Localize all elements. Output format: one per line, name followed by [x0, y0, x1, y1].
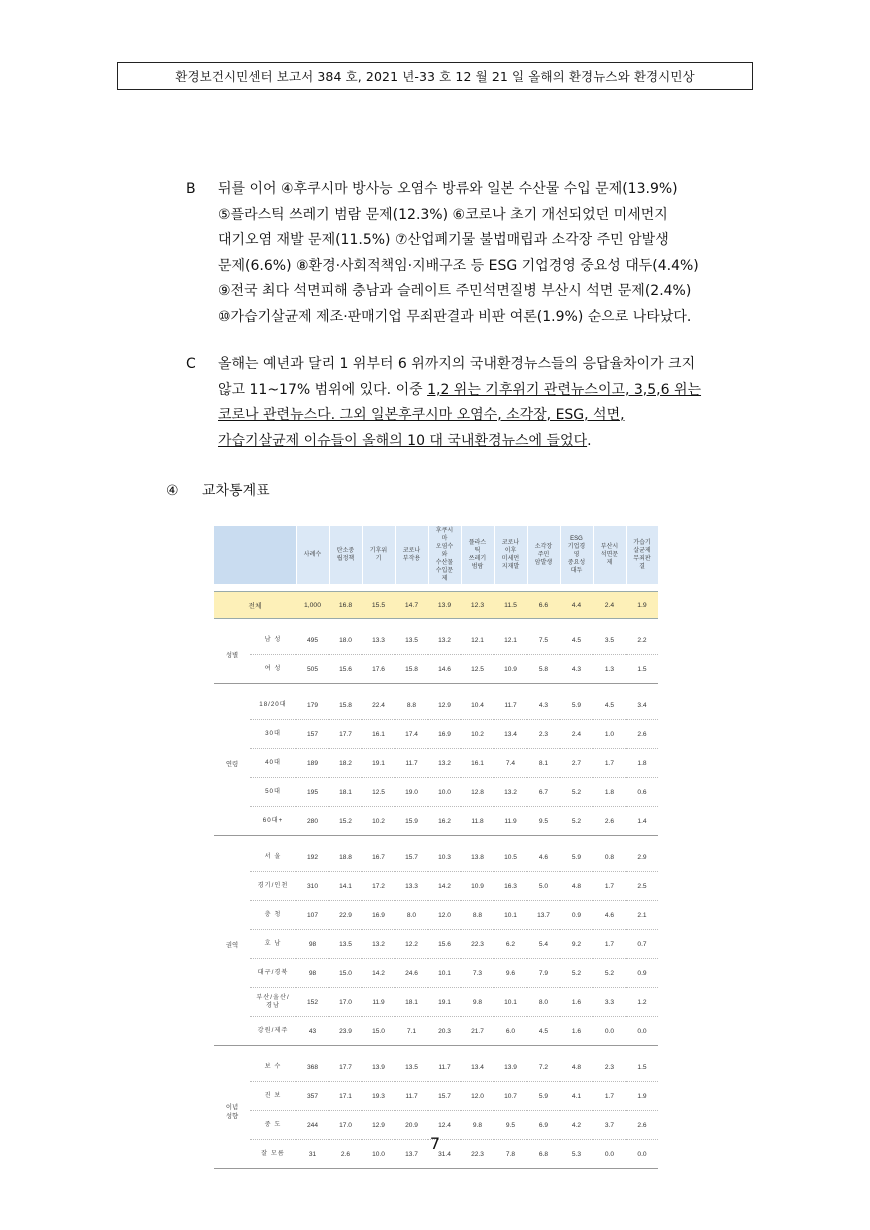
- underlined-text: 가습기살균제 이슈들이 올해의 10 대 국내환경뉴스에 들었다: [218, 432, 588, 449]
- table-cell: 17.2: [362, 872, 395, 901]
- report-header: [117, 62, 753, 90]
- table-cell: 10.2: [362, 807, 395, 836]
- table-row: [214, 691, 658, 720]
- table-cell: 368: [296, 1053, 329, 1082]
- table-cell: 31: [296, 1140, 329, 1169]
- cross-tab-table: [214, 526, 659, 1169]
- group-label: 이념 성향: [214, 1053, 250, 1169]
- table-cell: 14.6: [428, 655, 461, 684]
- table-cell: 2.4: [560, 720, 593, 749]
- table-cell: 495: [296, 626, 329, 655]
- table-cell: 17.4: [395, 720, 428, 749]
- table-cell: 14.2: [362, 959, 395, 988]
- table-cell: 14.2: [428, 872, 461, 901]
- table-cell: 505: [296, 655, 329, 684]
- column-header: 소각장 주민 암발생: [527, 526, 560, 584]
- table-cell: 1.5: [626, 1053, 658, 1082]
- table-cell: 357: [296, 1082, 329, 1111]
- table-cell: 107: [296, 901, 329, 930]
- column-header: 코로나 부작용: [395, 526, 428, 584]
- table-cell: 12.9: [362, 1111, 395, 1140]
- paragraph-line: 올해는 예년과 달리 1 위부터 6 위까지의 국내환경뉴스들의 응답율차이가 크지: [218, 356, 696, 372]
- table-cell: 0.9: [560, 901, 593, 930]
- table-cell: 1.3: [593, 655, 626, 684]
- table-cell: 12.3: [461, 592, 494, 619]
- column-header: ESG 기업경 영 중요성 대두: [560, 526, 593, 584]
- paragraph-marker: B: [186, 181, 196, 197]
- table-cell: 2.6: [593, 807, 626, 836]
- table-cell: 15.2: [329, 807, 362, 836]
- table-cell: 15.8: [395, 655, 428, 684]
- table-cell: 3.3: [593, 988, 626, 1017]
- table-cell: 310: [296, 872, 329, 901]
- table-cell: 157: [296, 720, 329, 749]
- table-cell: 1.2: [626, 988, 658, 1017]
- table-cell: 244: [296, 1111, 329, 1140]
- table-cell: 1.7: [593, 930, 626, 959]
- table-cell: 7.3: [461, 959, 494, 988]
- table-cell: 13.3: [395, 872, 428, 901]
- table-cell: 8.0: [527, 988, 560, 1017]
- table-cell: 3.5: [593, 626, 626, 655]
- table-cell: 1.4: [626, 807, 658, 836]
- table-row: [214, 1017, 658, 1046]
- table-cell: 11.7: [428, 1053, 461, 1082]
- table-cell: 10.1: [494, 901, 527, 930]
- table-cell: 4.3: [527, 691, 560, 720]
- table-cell: 1.6: [560, 1017, 593, 1046]
- table-cell: 20.3: [428, 1017, 461, 1046]
- table-cell: 2.2: [626, 626, 658, 655]
- cross-tab-table-container: [214, 526, 658, 1169]
- table-cell: 6.9: [527, 1111, 560, 1140]
- table-cell: 5.2: [560, 959, 593, 988]
- table-cell: 22.9: [329, 901, 362, 930]
- table-cell: 10.7: [494, 1082, 527, 1111]
- table-cell: 9.6: [494, 959, 527, 988]
- paragraph-line: ⑤플라스틱 쓰레기 범람 문제(12.3%) ⑥코로나 초기 개선되었던 미세먼지: [218, 206, 668, 223]
- table-cell: 12.5: [362, 778, 395, 807]
- table-cell: 13.7: [527, 901, 560, 930]
- table-cell: 16.3: [494, 872, 527, 901]
- table-row: [214, 988, 658, 1017]
- row-label: 여 성: [250, 655, 296, 684]
- table-cell: 5.9: [527, 1082, 560, 1111]
- table-cell: 16.7: [362, 843, 395, 872]
- table-cell: 16.1: [461, 749, 494, 778]
- column-header: 기후위 기: [362, 526, 395, 584]
- table-cell: 13.2: [494, 778, 527, 807]
- table-cell: 12.5: [461, 655, 494, 684]
- table-cell: 10.1: [494, 988, 527, 1017]
- row-label: 강원/제주: [250, 1017, 296, 1046]
- column-header: 부산시 석면문 제: [593, 526, 626, 584]
- table-cell: 21.7: [461, 1017, 494, 1046]
- page-number: 7: [429, 1134, 441, 1153]
- row-label: 부산/울산/ 경남: [250, 988, 296, 1017]
- table-cell: 7.5: [527, 626, 560, 655]
- table-cell: 10.0: [362, 1140, 395, 1169]
- table-row: [214, 720, 658, 749]
- table-cell: 12.4: [428, 1111, 461, 1140]
- table-cell: 2.5: [626, 872, 658, 901]
- table-cell: 2.1: [626, 901, 658, 930]
- paragraph-line: 문제(6.6%) ⑧환경·사회적책임·지배구조 등 ESG 기업경영 중요성 대두(4.4%): [218, 257, 699, 274]
- table-cell: 18.1: [395, 988, 428, 1017]
- table-cell: 15.0: [329, 959, 362, 988]
- table-cell: 1.8: [626, 749, 658, 778]
- table-cell: 12.1: [461, 626, 494, 655]
- table-cell: 13.5: [395, 626, 428, 655]
- group-label: 권역: [214, 843, 250, 1046]
- table-cell: 17.0: [329, 1111, 362, 1140]
- row-label: 60대+: [250, 807, 296, 836]
- table-cell: 11.5: [494, 592, 527, 619]
- table-cell: 18.2: [329, 749, 362, 778]
- table-cell: 11.7: [395, 749, 428, 778]
- table-cell: 1.7: [593, 1082, 626, 1111]
- table-cell: 19.0: [395, 778, 428, 807]
- column-header: 탄소중 립정책: [329, 526, 362, 584]
- table-cell: 0.0: [626, 1017, 658, 1046]
- table-cell: 4.8: [560, 872, 593, 901]
- table-cell: 98: [296, 930, 329, 959]
- table-cell: 5.8: [527, 655, 560, 684]
- table-row: [214, 872, 658, 901]
- table-cell: 192: [296, 843, 329, 872]
- table-cell: 11.9: [494, 807, 527, 836]
- table-cell: 10.2: [461, 720, 494, 749]
- table-row: [214, 778, 658, 807]
- table-row: [214, 1053, 658, 1082]
- table-cell: 4.8: [560, 1053, 593, 1082]
- table-cell: 9.8: [461, 1111, 494, 1140]
- row-label: 전체: [214, 592, 296, 619]
- table-cell: 13.5: [395, 1053, 428, 1082]
- paragraph-line: [218, 378, 766, 404]
- row-label: 보 수: [250, 1053, 296, 1082]
- table-cell: 15.9: [395, 807, 428, 836]
- table-cell: 17.6: [362, 655, 395, 684]
- table-cell: 5.2: [593, 959, 626, 988]
- table-cell: 13.2: [362, 930, 395, 959]
- table-cell: 8.8: [461, 901, 494, 930]
- paragraph-body: [218, 352, 766, 454]
- table-cell: 0.9: [626, 959, 658, 988]
- table-cell: 5.3: [560, 1140, 593, 1169]
- table-cell: 17.7: [329, 720, 362, 749]
- table-cell: 13.2: [428, 749, 461, 778]
- table-cell: 4.6: [527, 843, 560, 872]
- table-cell: 17.0: [329, 988, 362, 1017]
- table-cell: 2.9: [626, 843, 658, 872]
- table-cell: 12.2: [395, 930, 428, 959]
- table-cell: 18.0: [329, 626, 362, 655]
- table-cell: 15.5: [362, 592, 395, 619]
- table-cell: 23.9: [329, 1017, 362, 1046]
- row-label: 잘 모름: [250, 1140, 296, 1169]
- column-header: 사례수: [296, 526, 329, 584]
- row-label: 남 성: [250, 626, 296, 655]
- table-cell: 10.9: [494, 655, 527, 684]
- table-cell: 98: [296, 959, 329, 988]
- row-label: 진 보: [250, 1082, 296, 1111]
- table-cell: 4.5: [560, 626, 593, 655]
- table-cell: 5.2: [560, 807, 593, 836]
- table-cell: 9.5: [527, 807, 560, 836]
- table-cell: 5.2: [560, 778, 593, 807]
- paragraph-line: ⑨전국 최다 석면피해 충남과 슬레이트 주민석면질병 부산시 석면 문제(2.4%): [218, 283, 692, 299]
- table-cell: 13.4: [494, 720, 527, 749]
- row-label: 서 울: [250, 843, 296, 872]
- table-row: [214, 901, 658, 930]
- table-cell: 1.7: [593, 749, 626, 778]
- section-number: ④: [166, 483, 179, 499]
- table-cell: 16.9: [428, 720, 461, 749]
- table-cell: 7.8: [494, 1140, 527, 1169]
- row-label: 중 도: [250, 1111, 296, 1140]
- table-cell: 2.3: [527, 720, 560, 749]
- table-cell: 7.2: [527, 1053, 560, 1082]
- table-cell: 10.4: [461, 691, 494, 720]
- paragraph-line: 대기오염 재발 문제(11.5%) ⑦산업폐기물 불법매립과 소각장 주민 암발생: [218, 232, 669, 248]
- paragraph-line: [218, 403, 766, 429]
- table-cell: 1.6: [560, 988, 593, 1017]
- column-header: 가습기 살균제 무죄판 결: [626, 526, 658, 584]
- table-cell: 1.8: [593, 778, 626, 807]
- table-cell: 0.6: [626, 778, 658, 807]
- table-cell: 16.8: [329, 592, 362, 619]
- table-row: [214, 1082, 658, 1111]
- table-cell: 19.1: [428, 988, 461, 1017]
- table-cell: 195: [296, 778, 329, 807]
- table-cell: 3.4: [626, 691, 658, 720]
- table-cell: 13.5: [329, 930, 362, 959]
- table-cell: 4.5: [527, 1017, 560, 1046]
- table-cell: 17.1: [329, 1082, 362, 1111]
- table-cell: 2.7: [560, 749, 593, 778]
- table-cell: 1.9: [626, 1082, 658, 1111]
- table-cell: 1.7: [593, 872, 626, 901]
- table-cell: 12.1: [494, 626, 527, 655]
- table-cell: 11.9: [362, 988, 395, 1017]
- table-cell: 20.9: [395, 1111, 428, 1140]
- table-cell: 14.1: [329, 872, 362, 901]
- table-cell: 22.3: [461, 930, 494, 959]
- table-cell: 22.4: [362, 691, 395, 720]
- underlined-text: 코로나 관련뉴스다. 그외 일본후쿠시마 오염수, 소각장, ESG, 석면,: [218, 407, 625, 423]
- table-cell: 6.0: [494, 1017, 527, 1046]
- column-header: 코로나 이후 미세먼 지재발: [494, 526, 527, 584]
- table-cell: 5.9: [560, 843, 593, 872]
- table-cell: 19.1: [362, 749, 395, 778]
- text-run: .: [587, 432, 592, 449]
- table-cell: 4.2: [560, 1111, 593, 1140]
- table-cell: 16.2: [428, 807, 461, 836]
- table-cell: 11.8: [461, 807, 494, 836]
- column-header: 후쿠시 마 오염수 와 수산물 수입문 제: [428, 526, 461, 584]
- table-cell: 280: [296, 807, 329, 836]
- table-cell: 15.7: [428, 1082, 461, 1111]
- section-title: 교차통계표: [202, 483, 270, 499]
- table-cell: 15.0: [362, 1017, 395, 1046]
- table-cell: 16.9: [362, 901, 395, 930]
- paragraph-marker: C: [186, 356, 196, 372]
- table-cell: 8.8: [395, 691, 428, 720]
- table-cell: 0.8: [593, 843, 626, 872]
- table-row: [214, 749, 658, 778]
- row-label: 경기/인천: [250, 872, 296, 901]
- table-cell: 31.4: [428, 1140, 461, 1169]
- row-label: 30대: [250, 720, 296, 749]
- table-cell: 4.3: [560, 655, 593, 684]
- table-cell: 10.9: [461, 872, 494, 901]
- group-label: 연령: [214, 691, 250, 836]
- table-cell: 13.9: [428, 592, 461, 619]
- table-cell: 13.7: [395, 1140, 428, 1169]
- table-cell: 10.3: [428, 843, 461, 872]
- table-cell: 0.0: [626, 1140, 658, 1169]
- table-row-total: [214, 592, 658, 619]
- table-cell: 13.2: [428, 626, 461, 655]
- table-cell: 179: [296, 691, 329, 720]
- table-cell: 7.1: [395, 1017, 428, 1046]
- table-cell: 10.0: [428, 778, 461, 807]
- table-row: [214, 930, 658, 959]
- table-cell: 8.0: [395, 901, 428, 930]
- row-label: 18/20대: [250, 691, 296, 720]
- table-cell: 2.6: [626, 720, 658, 749]
- table-cell: 2.6: [626, 1111, 658, 1140]
- table-cell: 17.7: [329, 1053, 362, 1082]
- paragraph-line: ⑩가습기살균제 제조·판매기업 무죄판결과 비판 여론(1.9%) 순으로 나타났다.: [218, 308, 692, 325]
- table-cell: 5.0: [527, 872, 560, 901]
- table-cell: 2.3: [593, 1053, 626, 1082]
- table-cell: 13.8: [461, 843, 494, 872]
- row-label: 40대: [250, 749, 296, 778]
- table-cell: 1.9: [626, 592, 658, 619]
- table-cell: 7.4: [494, 749, 527, 778]
- table-cell: 0.0: [593, 1017, 626, 1046]
- row-label: 50대: [250, 778, 296, 807]
- table-cell: 6.8: [527, 1140, 560, 1169]
- table-cell: 43: [296, 1017, 329, 1046]
- table-cell: 5.9: [560, 691, 593, 720]
- table-cell: 15.8: [329, 691, 362, 720]
- row-label: 충 청: [250, 901, 296, 930]
- table-row: [214, 959, 658, 988]
- table-cell: 7.9: [527, 959, 560, 988]
- table-cell: 13.9: [494, 1053, 527, 1082]
- table-cell: 19.3: [362, 1082, 395, 1111]
- table-cell: 12.9: [428, 691, 461, 720]
- table-cell: 6.2: [494, 930, 527, 959]
- table-cell: 11.7: [395, 1082, 428, 1111]
- table-cell: 2.4: [593, 592, 626, 619]
- table-cell: 9.5: [494, 1111, 527, 1140]
- table-cell: 1,000: [296, 592, 329, 619]
- table-cell: 18.8: [329, 843, 362, 872]
- table-cell: 2.6: [329, 1140, 362, 1169]
- table-cell: 10.5: [494, 843, 527, 872]
- table-cell: 8.1: [527, 749, 560, 778]
- table-cell: 189: [296, 749, 329, 778]
- table-cell: 14.7: [395, 592, 428, 619]
- table-cell: 11.7: [494, 691, 527, 720]
- table-cell: 0.0: [593, 1140, 626, 1169]
- table-cell: 4.6: [593, 901, 626, 930]
- table-cell: 12.8: [461, 778, 494, 807]
- row-label: 대구/경북: [250, 959, 296, 988]
- table-cell: 15.6: [428, 930, 461, 959]
- table-row: [214, 807, 658, 836]
- header-title: 환경보건시민센터 보고서 384 호, 2021 년-33 호 12 월 21 일 올해의 환경뉴스와 환경시민상: [175, 69, 695, 84]
- table-cell: 13.3: [362, 626, 395, 655]
- section-heading: [166, 480, 270, 500]
- table-cell: 4.4: [560, 592, 593, 619]
- table-cell: 13.4: [461, 1053, 494, 1082]
- table-cell: 4.5: [593, 691, 626, 720]
- table-row: [214, 843, 658, 872]
- table-cell: 1.0: [593, 720, 626, 749]
- table-cell: 1.5: [626, 655, 658, 684]
- table-cell: 16.1: [362, 720, 395, 749]
- table-cell: 22.3: [461, 1140, 494, 1169]
- header-blank-cell: [214, 526, 296, 584]
- text-run: 않고 11~17% 범위에 있다. 이중: [218, 381, 428, 398]
- paragraph-line: [218, 429, 766, 455]
- table-row: [214, 626, 658, 655]
- paragraph-line: 뒤를 이어 ④후쿠시마 방사능 오염수 방류와 일본 수산물 수입 문제(13.9%): [218, 181, 678, 197]
- group-label: 성별: [214, 626, 250, 684]
- table-row: [214, 655, 658, 684]
- table-cell: 9.2: [560, 930, 593, 959]
- table-cell: 3.7: [593, 1111, 626, 1140]
- paragraph-body: [218, 177, 766, 330]
- table-cell: 12.0: [428, 901, 461, 930]
- table-cell: 15.6: [329, 655, 362, 684]
- underlined-text: 1,2 위는 기후위기 관련뉴스이고, 3,5,6 위는: [427, 381, 702, 398]
- row-label: 호 남: [250, 930, 296, 959]
- table-cell: 13.9: [362, 1053, 395, 1082]
- table-cell: 4.1: [560, 1082, 593, 1111]
- table-cell: 24.6: [395, 959, 428, 988]
- table-cell: 6.6: [527, 592, 560, 619]
- paragraph-b: [186, 177, 766, 330]
- column-header: 플라스 틱 쓰레기 범람: [461, 526, 494, 584]
- table-cell: 12.0: [461, 1082, 494, 1111]
- table-cell: 6.7: [527, 778, 560, 807]
- table-cell: 10.1: [428, 959, 461, 988]
- table-cell: 0.7: [626, 930, 658, 959]
- table-cell: 5.4: [527, 930, 560, 959]
- table-cell: 9.8: [461, 988, 494, 1017]
- paragraph-c: [186, 352, 766, 454]
- table-cell: 152: [296, 988, 329, 1017]
- table-cell: 15.7: [395, 843, 428, 872]
- table-cell: 18.1: [329, 778, 362, 807]
